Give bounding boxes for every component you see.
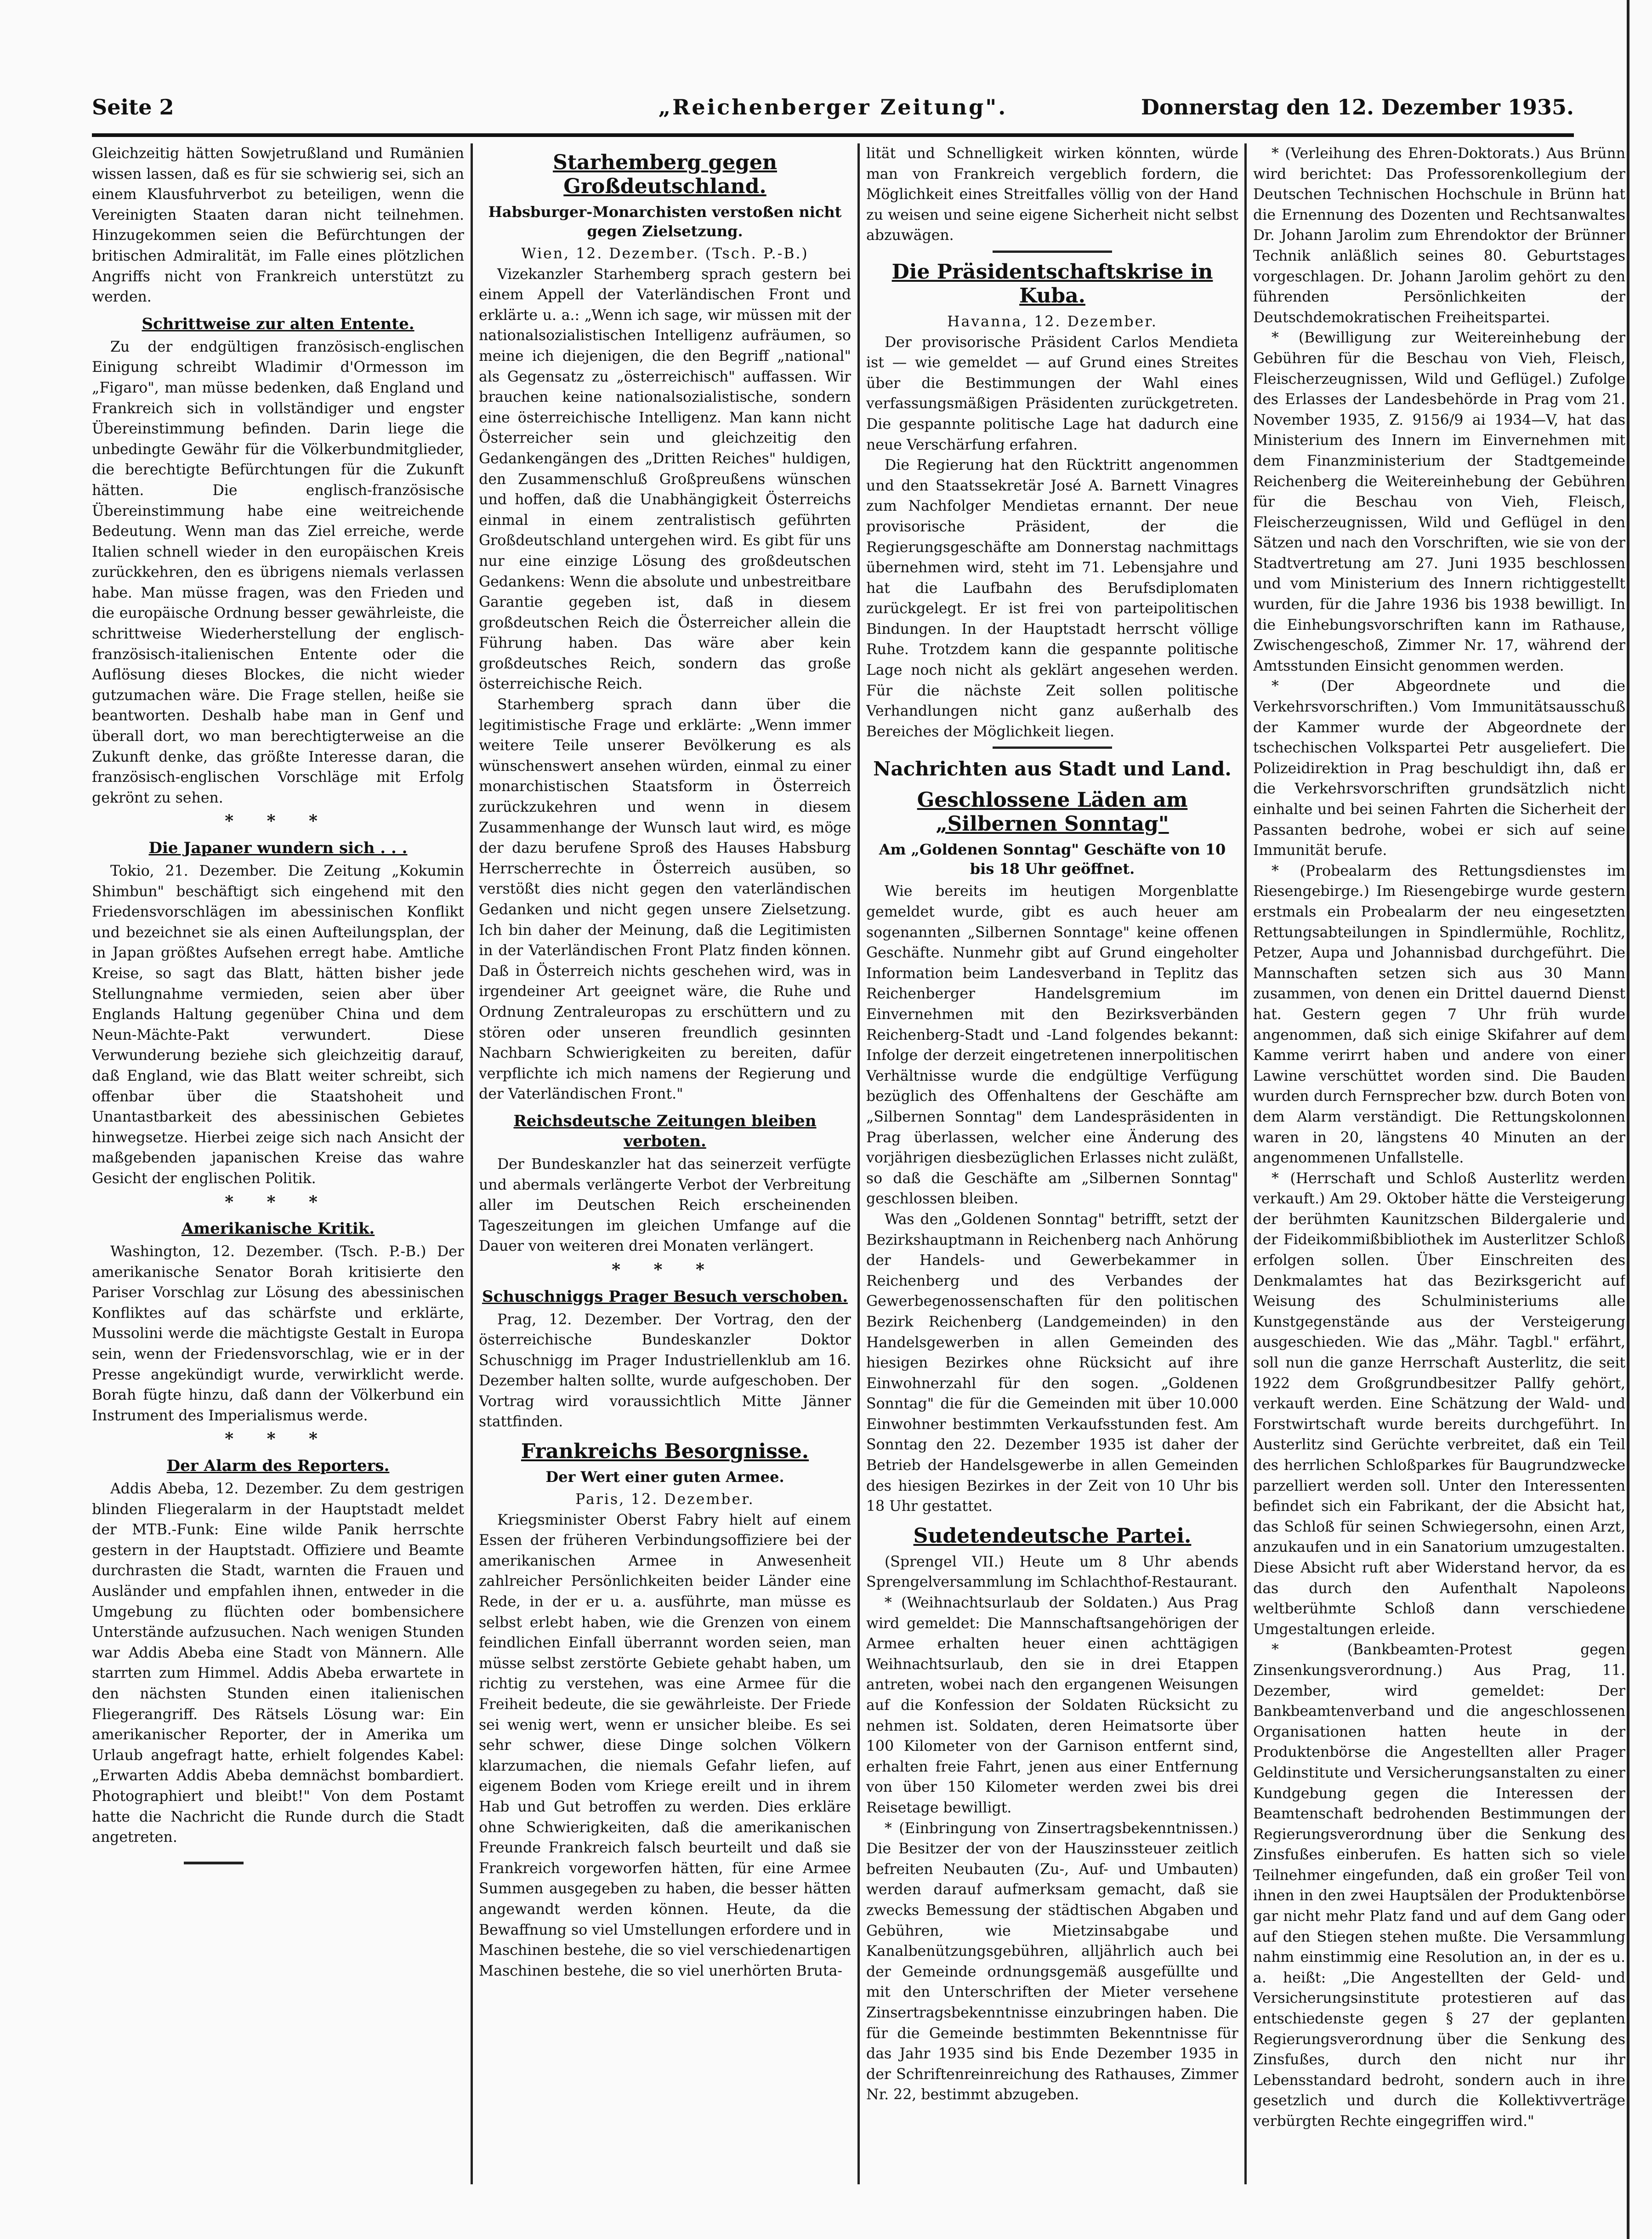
- column-1: [92, 143, 464, 2184]
- article-text: Washington, 12. Dezember. (Tsch. P.-B.) Der amerikanische Senator Borah kritisierte den Pariser Vorschlag zur Lösung des abessinischen Konfliktes auf das schärfste und erklärte, Mussolini werde die mächtigste Gestalt in Europa sein, wenn der Friedensvorschlag, wie er in der Presse angekündigt wurde, verwirklicht werde. Borah fügte hinzu, daß dann der Völkerbund ein Instrument des Imperialismus werde.: [92, 1243, 464, 1424]
- article-text: * (Herrschaft und Schloß Austerlitz werden verkauft.) Am 29. Oktober hätte die Versteigerung der berühmten Kaunitzschen Bildergalerie und der Fideikommißbibliothek im Austerlitzer Schloß erfolgen sollen. Über Einschreiten des Denkmalamtes hat das Bezirksgericht auf Weisung des Schulministeriums alle Kunstgegenstände aus der Versteigerung ausgeschieden. Wie das „Mähr. Tagbl." erfährt, soll nun die ganze Herrschaft Austerlitz, die seit 1922 dem Großgrundbesitzer Pallfy gehört, verkauft werden. Eine Schätzung der Wald- und Forstwirtschaft wurde bereits durchgeführt. In Austerlitz sind Gerüchte verbreitet, daß ein Teil des herrlichen Schloßparkes für Baugrundzwecke parzelliert werden soll. Unter den Interessenten befindet sich ein Fabrikant, der die Absicht hat, das Schloß für seinen Schwiegersohn, einen Arzt, anzukaufen und in ein Sanatorium umzugestalten. Diese Absicht ruft aber Widerstand hervor, da es das durch den Aufenthalt Napoleons weltberühmte Schloß dann verschiedene Umgestaltungen erleide.: [1253, 1170, 1625, 1638]
- issue-date: Donnerstag den 12. Dezember 1935.: [1141, 95, 1574, 120]
- article-text: Vizekanzler Starhemberg sprach gestern bei einem Appell der Vaterländischen Front und erklärte u. a.: „Wenn ich sage, wir müssen mit der nationalsozialistischen Intelligenz aufräumen, so meine ich diejenigen, die den Begriff „national" als Gegensatz zu „österreichisch" auffassen. Wir brauchen keine nationalsozialistische, sondern eine österreichische Intelligenz. Man kann nicht Österreicher sein und gleichzeitig den Gedankengängen des „Dritten Reiches" huldigen, den Zusammenschluß Großpreußens wünschen und hoffen, daß die Unabhängigkeit Österreichs einmal in einem zentralistisch geführten Großdeutschland untergehen wird. Es gibt für uns nur eine einzige Lösung des großdeutschen Gedankens: Wenn die absolute und unbestreitbare Garantie gegeben ist, daß in diesem großdeutschen Reich die Österreicher allein die Führung haben. Das wäre aber kein großdeutsches Reich, sondern das große österreichische Reich.: [479, 266, 851, 693]
- column-3: [866, 143, 1238, 2184]
- article-dateline: Paris, 12. Dezember.: [575, 1491, 755, 1508]
- column-divider: [471, 143, 473, 2184]
- scan-border: [1627, 0, 1641, 2239]
- page-number: Seite 2: [92, 95, 174, 120]
- article-text: Zu der endgültigen französisch-englischen Einigung schreibt Wladimir d'Ormesson im „Figaro", man müsse bedenken, daß England und Frankreich sich in vollständiger und engster Übereinstimmung befinden. Darin liege die unbedingte Gewähr für die Völkerbundmitglieder, die berechtigte Befürchtungen für die Zukunft hätten. Die englisch-französische Übereinstimmung habe eine weitreichende Bedeutung. Wenn man das Ziel erreiche, werde Italien schnell wieder in den europäischen Kreis zurückkehren, den es übrigens niemals verlassen habe. Man müsse fragen, was den Frieden und die europäische Ordnung besser gewährleiste, die schrittweise Wiederherstellung der englisch-französisch-italienischen Entente oder die Auflösung dieses Blockes, die nicht wieder gutzumachen wäre. Die Frage stellen, heiße sie beantworten. Deshalb habe man in Genf und überall dort, wo man berechtigterweise an die Zukunft denke, das größte Interesse daran, die französisch-englischen Vorschläge mit Erfolg gekrönt zu sehen.: [92, 338, 464, 806]
- article-text: Gleichzeitig hätten Sowjetrußland und Rumänien wissen lassen, daß es für sie schwierig sei, sich an einem Klausfuhrverbot zu beteiligen, wenn die Vereinigten Staaten daran nicht teilnehmen. Hinzugekommen seien die Befürchtungen der britischen Admiralität, im Falle eines plötzlichen Angriffs nicht von Frankreich unterstützt zu werden.: [92, 145, 464, 306]
- article-headline: Der Alarm des Reporters.: [166, 1457, 390, 1476]
- article-text: (Sprengel VII.) Heute um 8 Uhr abends Sprengelversammlung im Schlachthof-Restaurant.: [866, 1553, 1238, 1591]
- article-headline: Die Präsidentschaftskrise in Kuba.: [891, 260, 1213, 308]
- article-text: * (Bewilligung zur Weitereinhebung der Gebühren für die Beschau von Vieh, Fleisch, Fleischerzeugnissen, Wild und Geflügel.) Zufolge des Erlasses der Landesbehörde in Prag vom 21. November 1935, Z. 9156/9 ai 1934—V, hat das Ministerium des Innern im Einvernehmen mit dem Finanzministerium der Stadtgemeinde Reichenberg die Weitereinhebung der Gebühren für die Beschau von Vieh, Fleisch, Fleischerzeugnissen, Wild und Geflügel in den Sätzen und nach den Vorschriften, wie sie von der Stadtvertretung am 27. Juni 1935 beschlossen und vom Ministerium des Innern richtiggestellt wurden, für die Jahre 1936 bis 1938 bewilligt. In die Einhebungsvorschriften kann im Rathause, Zwischengeschoß, Zimmer Nr. 17, während der Amtsstunden Einsicht genommen werden.: [1253, 330, 1625, 674]
- article-text: * (Probealarm des Rettungsdienstes im Riesengebirge.) Im Riesengebirge wurde gestern erstmals ein Probealarm der neu eingesetzten Rettungsabteilungen in Spindlermühle, Rochlitz, Petzer, Aupa und Johannisbad durchgeführt. Die Mannschaften setzen sich aus 30 Mann zusammen, von denen ein Drittel dauernd Dienst hat. Gestern gegen 7 Uhr früh wurde angenommen, daß sich einige Skifahrer auf dem Kamme verirrt haben und andere von einer Lawine verschüttet worden sind. Die Bauden wurden durch Fernsprecher bzw. durch Boten von dem Alarm verständigt. Die Rettungskolonnen waren in 20, längstens 40 Minuten an der angenommenen Unfallstelle.: [1253, 862, 1625, 1167]
- column-2: [479, 143, 851, 2184]
- article-headline: Starhemberg gegen Großdeutschland.: [553, 151, 777, 198]
- newspaper-title: „Reichenberger Zeitung".: [658, 95, 1008, 120]
- article-headline: Reichsdeutsche Zeitungen bleiben verboten.: [513, 1111, 817, 1151]
- article-text: Prag, 12. Dezember. Der Vortrag, den der österreichische Bundeskanzler Doktor Schuschnigg im Prager Industriellenklub am 16. Dezember halten sollte, wurde aufgeschoben. Der Vortrag wird voraussichtlich Mitte Jänner stattfinden.: [479, 1311, 851, 1430]
- article-text: Tokio, 21. Dezember. Die Zeitung „Kokumin Shimbun" beschäftigt sich eingehend mit den Friedensvorschlägen im abessinischen Konflikt und bezeichnet sie als einen Aufteilungsplan, der in Japan größtes Aufsehen erregt habe. Amtliche Kreise, so sagt das Blatt, hätten bisher jede Stellungnahme vermieden, seien aber über Englands Haltung gegenüber China und dem Neun-Mächte-Pakt verwundert. Diese Verwunderung beziehe sich gleichzeitig darauf, daß England, wie das Blatt weiter schreibt, sich offenbar über die Staatshoheit und Unantastbarkeit des abessinischen Gebietes hinwegsetze. Hierbei zeige sich nach Ansicht der maßgebenden japanischen Kreise das wahre Gesicht der englischen Politik.: [92, 863, 464, 1187]
- header-rule: [92, 133, 1574, 137]
- article-text: * (Weihnachtsurlaub der Soldaten.) Aus Prag wird gemeldet: Die Mannschaftsangehörigen der Armee erhalten heuer einen achttägigen Weihnachtsurlaub, den sie in drei Etappen antreten, wobei nach den ergangenen Weisungen auf die Konfession der Soldaten Rücksicht zu nehmen ist. Soldaten, deren Heimatsorte über 100 Kilometer von der Garnison entfernt sind, erhalten freie Fahrt, jenen aus einer Entfernung von über 150 Kilometer werden zwei bis drei Reisetage bewilligt.: [866, 1595, 1238, 1816]
- article-subheadline: Am „Goldenen Sonntag" Geschäfte von 10 bis 18 Uhr geöffnet.: [879, 841, 1226, 878]
- article-subheadline: Der Wert einer guten Armee.: [545, 1468, 784, 1486]
- article-text: Der Bundeskanzler hat das seinerzeit verfügte und abermals verlängerte Verbot der Verbreitung aller im Deutschen Reich erscheinenden Tageszeitungen im gleichen Umfange auf die Dauer von weiteren drei Monaten verlängert.: [479, 1156, 851, 1255]
- article-text: * (Verleihung des Ehren-Doktorats.) Aus Brünn wird berichtet: Das Professorenkollegium der Deutschen Technischen Hochschule in Brünn hat die Ernennung des Dozenten und Rechtsanwaltes Dr. Johann Jarolim zum Ehrendoktor der Brünner Technik anläßlich seines 80. Geburtstages vorgeschlagen. Dr. Johann Jarolim gehört zu den führenden Persönlichkeiten der Deutschdemokratischen Freiheitspartei.: [1253, 145, 1625, 326]
- article-text: Was den „Goldenen Sonntag" betrifft, setzt der Bezirkshauptmann in Reichenberg nach Anhörung der Handels- und Gewerbekammer in Reichenberg und des Verbandes der Gewerbegenossenschaften für den politischen Bezirk Reichenberg (Landgemeinden) in den Handelsgewerben in allen Gemeinden des hiesigen Bezirkes ohne Rücksicht auf ihre Einwohnerzahl für den sogen. „Goldenen Sonntag" die für die Gemeinden mit über 10.000 Einwohner bestimmten Verkaufsstunden fest. Am Sonntag den 22. Dezember 1935 ist daher der Betrieb der Handelsgewerbe in allen Gemeinden des hiesigen Bezirkes in der Zeit von 10 Uhr bis 18 Uhr gestattet.: [866, 1211, 1238, 1515]
- article-headline: Frankreichs Besorgnisse.: [521, 1440, 809, 1464]
- article-dateline: Wien, 12. Dezember. (Tsch. P.-B.): [521, 245, 809, 262]
- article-headline: Schuschniggs Prager Besuch verschoben.: [482, 1287, 848, 1306]
- section-heading: Nachrichten aus Stadt und Land.: [873, 758, 1232, 781]
- article-text: Addis Abeba, 12. Dezember. Zu dem gestrigen blinden Fliegeralarm in der Hauptstadt meldet der MTB.-Funk: Eine wilde Panik herrschte gestern in der Hauptstadt. Offiziere und Beamte durchrasten die Stadt, warnten die Frauen und Ausländer und empfahlen ihnen, entweder in die Umgebung zu flüchten oder bombensichere Unterstände aufzusuchen. Nach wenigen Stunden war Addis Abeba eine Stadt von Männern. Alle starrten zum Himmel. Addis Abeba erwartete in den nächsten Stunden einen italienischen Fliegerangriff. Des Rätsels Lösung war: Ein amerikanischer Reporter, der in Amerika um Urlaub angefragt hatte, erhielt folgendes Kabel: „Erwarten Addis Abeba demnächst bombardiert. Photographiert und bleibt!" Von dem Postamt hatte die Nachricht die Runde durch die Stadt angetreten.: [92, 1481, 464, 1846]
- separator-stars: * * *: [225, 1192, 331, 1212]
- article-text: * (Einbringung von Zinsertragsbekenntnissen.) Die Besitzer der von der Hauszinssteuer zeitlich befreiten Neubauten (Zu-, Auf- und Umbauten) werden darauf aufmerksam gemacht, daß sie zwecks Bemessung der städtischen Abgaben und Gebühren, wie Mietzinsabgabe und Kanalbenützungsgebühren, alljährlich auch bei der Gemeinde ordnungsgemäß ausgefüllte und mit den Unterschriften der Mieter versehene Zinsertragsbekenntnisse einzubringen haben. Die für die Gemeinde bestimmten Bekenntnisse für das Jahr 1935 sind bis Ende Dezember 1935 in der Schriftenreinreichung des Rathauses, Zimmer Nr. 22, bestimmt abzugeben.: [866, 1820, 1238, 2103]
- column-divider: [857, 143, 860, 2184]
- separator-stars: * * *: [612, 1259, 718, 1279]
- article-text: Starhemberg sprach dann über die legitimistische Frage und erklärte: „Wenn immer weitere Teile unserer Bevölkerung es als wünschenswert ansehen würden, einmal zu einer monarchistischen Staatsform in Österreich zurückzukehren und wenn in diesem Zusammenhange der Wunsch laut wird, es möge der dazu berufene Sproß des Hauses Habsburg Herrscherrechte in Österreich ausüben, so verstößt dies nicht gegen den vaterländischen Gedanken und nicht gegen unsere Zielsetzung. Ich bin daher der Meinung, daß die Legitimisten in der Vaterländischen Front Platz finden können. Daß in Österreich nichts geschehen wird, was in irgendeiner Art geeignet wäre, die Ruhe und Ordnung Zentraleuropas zu erschüttern und zu stören oder unseren freundlich gesinnten Nachbarn Schwierigkeiten zu bereiten, dafür verpflichte ich mich namens der Regierung und der Vaterländischen Front.": [479, 696, 851, 1103]
- separator-stars: * * *: [225, 1429, 331, 1449]
- article-text: Der provisorische Präsident Carlos Mendieta ist — wie gemeldet — auf Grund eines Streites über die Bestimmungen der Wahl eines verfassungsmäßigen Präsidenten zurückgetreten. Die gespannte politische Lage hat dadurch eine neue Verschärfung erfahren.: [866, 334, 1238, 453]
- page-header: [92, 95, 1574, 131]
- article-headline: Amerikanische Kritik.: [181, 1219, 375, 1238]
- article-headline: Sudetendeutsche Partei.: [913, 1524, 1192, 1548]
- section-rule: [993, 251, 1112, 253]
- article-subheadline: Habsburger-Monarchisten verstoßen nicht gegen Zielsetzung.: [488, 203, 842, 240]
- column-divider: [1244, 143, 1247, 2184]
- section-rule: [993, 746, 1112, 749]
- column-4: [1253, 143, 1625, 2184]
- article-text: * (Der Abgeordnete und die Verkehrsvorschriften.) Vom Immunitätsausschuß der Kammer wurde der Abgeordnete der tschechischen Volkspartei Petr ausgeliefert. Die Polizeidirektion in Prag beschuldigt ihn, daß er die Verkehrsvorschriften grundsätzlich nicht einhalte und bei seinen Fahrten die Sicherheit der Passanten bedrohe, wobei er sich auf seine Immunität berufe.: [1253, 678, 1625, 859]
- separator-stars: * * *: [225, 811, 331, 831]
- article-headline: Die Japaner wundern sich . . .: [148, 839, 408, 857]
- article-text: Wie bereits im heutigen Morgenblatte gemeldet wurde, gibt es auch heuer am sogenannten „Silbernen Sonntage" keine offenen Geschäfte. Nunmehr gibt auf Grund eingeholter Information beim Landesverband in Teplitz das Reichenberger Handelsgremium im Einvernehmen mit den Bezirksverbänden Reichenberg-Stadt und -Land folgendes bekannt: Infolge der derzeit eingetretenen innerpolitischen Verhältnisse wurde die endgültige Verfügung bezüglich des Offenhaltens der Geschäfte am „Silbernen Sonntag" dem Landespräsidenten in Prag überlassen, welcher eine Änderung des vorjährigen diesbezüglichen Erlasses nicht zuläßt, so daß die Geschäfte am „Silbernen Sonntag" geschlossen bleiben.: [866, 883, 1238, 1208]
- article-headline: Schrittweise zur alten Entente.: [142, 314, 414, 333]
- article-text: Kriegsminister Oberst Fabry hielt auf einem Essen der früheren Verbindungsoffiziere bei der amerikanischen Armee in Anwesenheit zahlreicher Persönlichkeiten beider Länder eine Rede, in der er u. a. ausführte, man müsse es selbst erlebt haben, wie die Grenzen von einem feindlichen Einfall überrannt worden seien, man müsse selbst zerstörte Gebiete gehabt haben, um richtig zu verstehen, was eine Armee für die Freiheit bedeute, die sie gewährleiste. Der Friede sei wenig wert, wenn er unsicher bleibe. Es sei sehr schwer, diese Dinge solchen Völkern klarzumachen, die niemals Gefahr liefen, auf eigenem Boden vom Kriege ereilt und in ihrem Hab und Gut betroffen zu werden. Dies erkläre ohne Schwierigkeiten, daß die amerikanischen Freunde Frankreich falsch beurteilt und daß sie Frankreich vorgeworfen hätten, für eine Armee Summen ausgegeben zu haben, die besser hätten angewandt werden können. Heute, da die Bewaffnung so viel Umstellungen erfordere und in Maschinen bestehe, die so viel verschiedenartigen Maschinen bestehe, die so viel unerhörten Bruta-: [479, 1511, 851, 1979]
- article-headline: Geschlossene Läden am „Silbernen Sonntag": [917, 788, 1188, 836]
- article-text: * (Bankbeamten-Protest gegen Zinsenkungsverordnung.) Aus Prag, 11. Dezember, wird gemeldet: Der Bankbeamtenverband und die angeschlossenen Organisationen hatten heute in der Produktenbörse die Angestellten aller Prager Geldinstitute und Versicherungsanstalten zu einer Kundgebung gegen die Interessen der Beamtenschaft bedrohenden Bestimmungen der Regierungsverordnung über die Senkung des Zinsfußes einberufen. Es hatten sich so viele Teilnehmer eingefunden, daß ein großer Teil von ihnen in den zwei Hauptsälen der Produktenbörse gar nicht mehr Platz fand und auf dem Gang oder auf den Stiegen stehen mußte. Die Versammlung nahm einstimmig eine Resolution an, in der es u. a. heißt: „Die Angestellten der Geld- und Versicherungsinstitute protestieren auf das entschiedenste gegen § 27 der geplanten Regierungsverordnung über die Senkung des Zinsfußes, durch den nicht nur ihr Lebensstandard bedroht, sondern auch in ihre gesetzlich und durch die Kollektivverträge verbürgten Rechte eingegriffen wird.": [1253, 1641, 1625, 2130]
- end-rule: [184, 1862, 244, 1864]
- article-text: lität und Schnelligkeit wirken könnten, würde man von Frankreich vergeblich fordern, die Möglichkeit eines Streitfalles völlig von der Hand zu weisen und seine eigene Sicherheit nicht selbst abzuwägen.: [866, 145, 1238, 244]
- article-dateline: Havanna, 12. Dezember.: [947, 313, 1158, 330]
- article-text: Die Regierung hat den Rücktritt angenommen und den Staatssekretär José A. Barnett Vinagres zum Nachfolger Mendietas ernannt. Der neue provisorische Präsident, der die Regierungsgeschäfte am Donnerstag nachmittags übernehmen wird, steht im 71. Lebensjahre und hat die Laufbahn des Berufsdiplomaten zurückgelegt. Er ist frei von parteipolitischen Bindungen. In der Hauptstadt herrscht völlige Ruhe. Trotzdem kann die gespannte politische Lage noch nicht als geklärt angesehen werden. Für die nächste Zeit sollen politische Verhandlungen nicht ganz außerhalb des Bereiches der Möglichkeit liegen.: [866, 457, 1238, 740]
